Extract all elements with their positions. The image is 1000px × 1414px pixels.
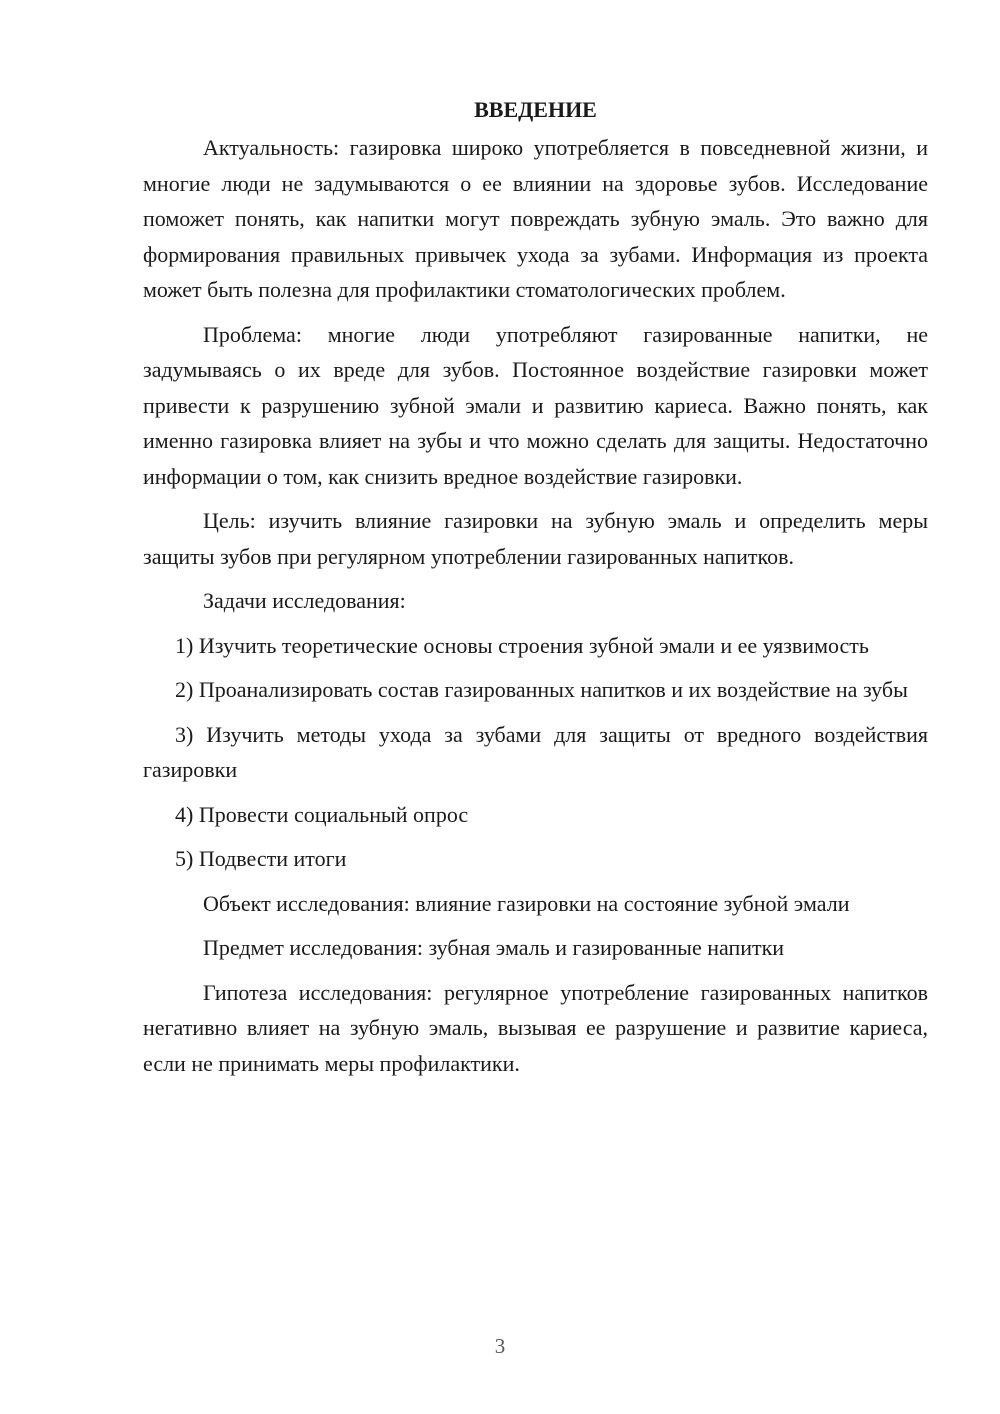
paragraph-goal: Цель: изучить влияние газировки на зубную эмаль и определить меры защиты зубов при регулярном употреблении газированных напитков.	[143, 508, 928, 569]
section-title: ВВЕДЕНИЕ	[474, 97, 597, 122]
tasks-heading: Задачи исследования:	[203, 588, 406, 613]
task-item-5: 5) Подвести итоги	[175, 846, 347, 871]
task-item-3: 3) Изучить методы ухода за зубами для защиты от вредного воздействия газировки	[143, 721, 928, 782]
task-item-1: 1) Изучить теоретические основы строения зубной эмали и ее уязвимость	[175, 632, 869, 658]
page-number: 3	[494, 1334, 506, 1358]
task-item-2: 2) Проанализировать состав газированных напитков и их воздействие на зубы	[175, 677, 908, 702]
document-page	[143, 92, 928, 1081]
paragraph-hypothesis: Гипотеза исследования: регулярное употребление газированных напитков негативно влияет на зубную эмаль, вызывая ее разрушение и развитие кариеса, если не принимать меры профилактики.	[143, 979, 928, 1076]
paragraph-subject: Предмет исследования: зубная эмаль и газированные напитки	[203, 935, 785, 960]
paragraph-relevance: Актуальность: газировка широко употребляется в повседневной жизни, и многие люди не задумываются о ее влиянии на здоровье зубов. Исследование поможет понять, как напитки могут повреждать зубную эмаль. Это важно для формирования правильных привычек ухода за зубами. Информация из проекта может быть полезна для профилактики стоматологических проблем.	[143, 135, 928, 302]
paragraph-object: Объект исследования: влияние газировки на состояние зубной эмали	[203, 890, 850, 916]
task-item-4: 4) Провести социальный опрос	[175, 801, 469, 827]
paragraph-problem: Проблема: многие люди употребляют газированные напитки, не задумываясь о их вреде для зубов. Постоянное воздействие газировки может привести к разрушению зубной эмали и развитию кариеса. Важно понять, как именно газировка влияет на зубы и что можно сделать для защиты. Недостаточно информации о том, как снизить вредное воздействие газировки.	[143, 321, 928, 489]
